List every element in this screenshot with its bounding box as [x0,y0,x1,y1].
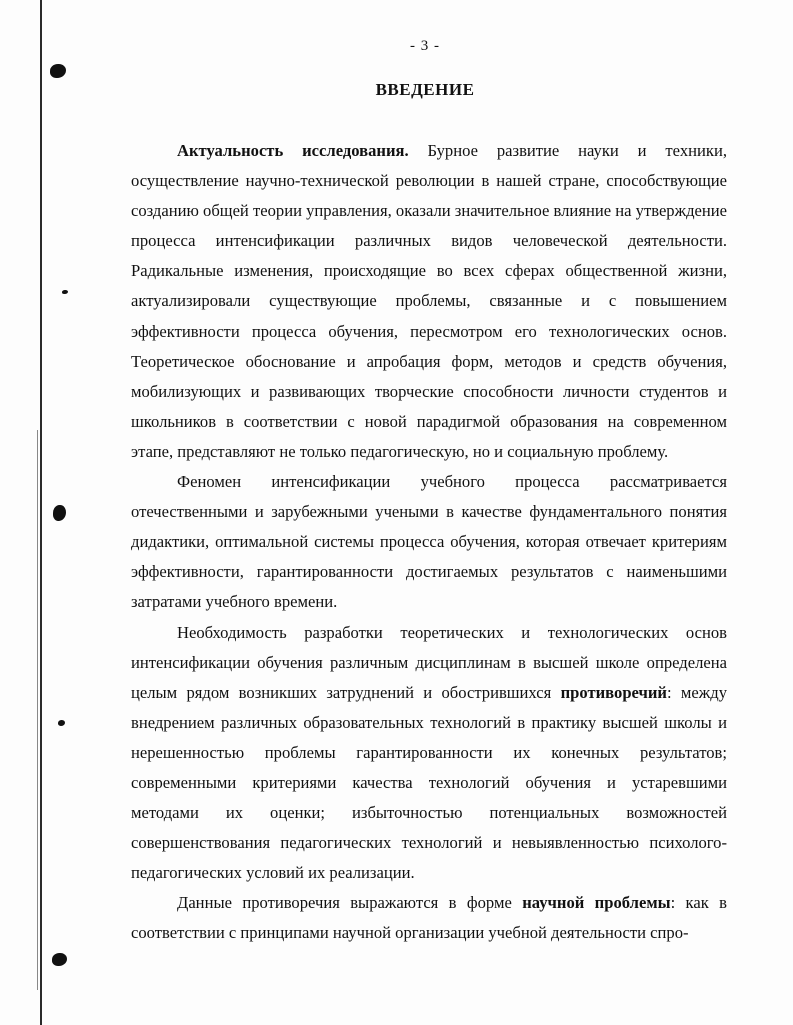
punch-hole-mark [52,953,67,966]
binding-shadow-line [37,430,38,990]
paragraph [131,888,727,948]
page-number: - 3 - [410,38,440,54]
paragraph-text: : между внедрением различных образовательных технологий в практику высшей школы и нерешенностью проблемы гарантированности их конечных результатов; современными критериями качества технологий обучения и устаревшими методами их оценки; избыточностью потенциальных возможностей совершенствования педагогических технологий и невыявленностью психолого-педагогических условий их реализации. [131,682,727,883]
paragraph-text: Данные противоречия выражаются в форме [177,893,523,913]
paragraph [131,136,727,467]
body-text [131,136,727,949]
punch-hole-mark [53,505,66,521]
punch-hole-mark [50,64,66,78]
paragraph-text: : как в соответствии с принципами научной организации учебной деятельности спро- [131,893,727,943]
section-heading: ВВЕДЕНИЕ [375,80,475,99]
scan-speck [62,290,68,294]
binding-edge-line [40,0,42,1025]
bold-term: научной проблемы [522,893,671,913]
paragraph [131,618,727,889]
paragraph-text: Феномен интенсификации учебного процесса рассматривается отечественными и зарубежными учеными в качестве фундаментального понятия дидактики, оптимальной системы процесса обучения, которая отвечает критериям эффективности, гарантированности достигаемых результатов с наименьшими затратами учебного времени. [131,472,727,612]
paragraph-text: Необходимость разработки теоретических и технологических основ интенсификации обучения различным дисциплинам в высшей школе определена целым рядом возникших затруднений и обострившихся [131,622,727,702]
bold-term: противоречий [560,682,667,702]
bold-lead: Актуальность исследования. [177,141,409,160]
paragraph [131,467,727,617]
paragraph-text: Бурное развитие науки и техники, осуществление научно-технической революции в нашей стране, способствующие созданию общей теории управления, оказали значительное влияние на утверждение процесса интенсификации различных видов человеческой деятельности. Радикальные изменения, происходящие во всех сферах общественной жизни, актуализировали существующие проблемы, связанные и с повышением эффективности процесса обучения, пересмотром его технологических основ. Теоретическое обоснование и апробация форм, методов и средств обучения, мобилизующих и развивающих творческие способности личности студентов и школьников в соответствии с новой парадигмой образования на современном этапе, представляют не только педагогическую, но и социальную проблему. [131,141,727,461]
scan-speck [58,720,65,726]
